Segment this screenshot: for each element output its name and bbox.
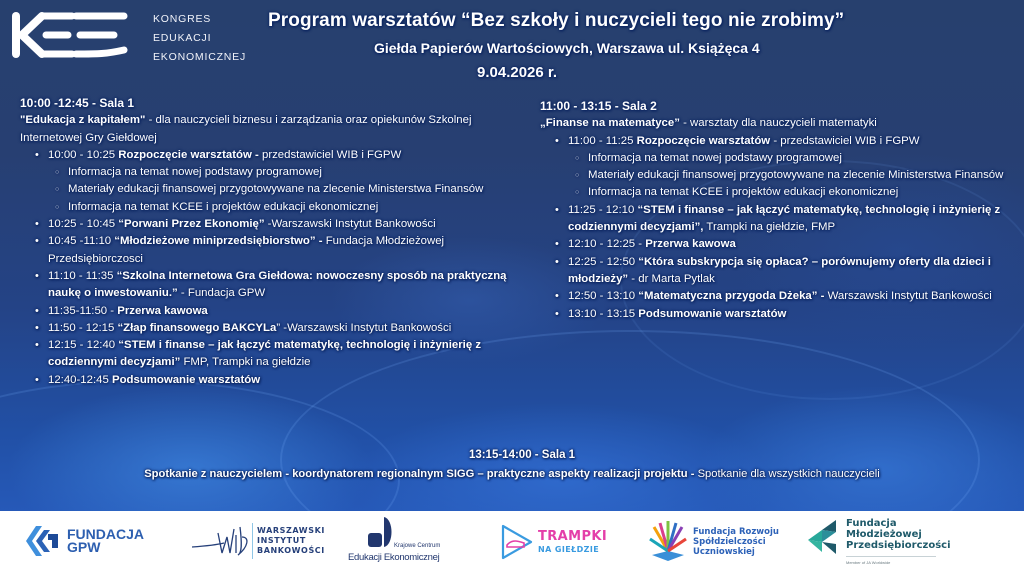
item-title: Rozpoczęcie warsztatów <box>636 134 771 147</box>
item-speaker: - dr Marta Pytlak <box>628 272 715 285</box>
item-time: 11:25 - 12:10 <box>568 203 638 216</box>
item-title: “Szkolna Internetowa Gra Giełdowa: nowoczesny sposób na praktyczną naukę o inwestowaniu.” <box>48 269 507 300</box>
agenda-subitem: ○ Informacja na temat KCEE i projektów edukacji ekonomicznej <box>540 184 1020 201</box>
partner-line: GPW <box>67 539 101 555</box>
item-speaker: Trampki na giełdzie, FMP <box>703 221 836 234</box>
fundacja-gpw-text <box>67 528 144 554</box>
item-title: Podsumowanie warsztatów <box>111 373 261 386</box>
fmp-text <box>846 518 951 565</box>
partner-fundacja-gpw <box>24 524 144 558</box>
agenda-item <box>540 133 1020 150</box>
session-1 <box>20 95 520 389</box>
session-heading: 11:00 - 13:15 - Sala 2 <box>540 99 657 113</box>
session-heading: 10:00 -12:45 - Sala 1 <box>20 96 135 110</box>
item-speaker: ” -Warszawski Instytut Bankowości <box>276 321 452 334</box>
agenda-item <box>20 303 520 320</box>
agenda-subitem: ○ Materiały edukacji finansowej przygotowywane na zlecenie Ministerstwa Finansów <box>20 181 520 198</box>
partner-trampki <box>500 523 607 561</box>
item-time: 12:10 - 12:25 - <box>568 238 646 251</box>
topic-title: "Edukacja z kapitałem" <box>20 114 146 127</box>
topic-desc: - dla nauczycieli biznesu i zarządzania oraz opiekunów Szkolnej Internetowej Gry Giełdowej <box>20 114 472 144</box>
item-time: 10:45 -11:10 <box>48 235 115 248</box>
item-speaker: -Warszawski Instytut Bankowości <box>264 218 436 231</box>
kcee-text-line1: Krajowe Centrum <box>394 543 441 549</box>
fundacja-gpw-logo-icon <box>24 524 62 558</box>
logo-line: KONGRES <box>153 13 212 25</box>
kcee-text-line2: Edukacji Ekonomicznej <box>348 552 440 563</box>
item-time: 12:40-12:45 <box>48 373 112 386</box>
agenda-subitem: ○ Informacja na temat nowej podstawy programowej <box>20 164 520 181</box>
item-time: 12:25 - 12:50 <box>568 255 639 268</box>
closing-description <box>0 468 1024 480</box>
session-topic <box>20 112 520 147</box>
wib-text <box>257 526 325 556</box>
item-title: “Porwani Przez Ekonomię” <box>118 218 265 231</box>
agenda-item <box>540 236 1020 253</box>
item-time: 11:10 - 11:35 <box>48 269 117 282</box>
item-speaker: Warszawski Instytut Bankowości <box>827 290 992 303</box>
partner-line: WARSZAWSKI <box>257 526 325 535</box>
wib-divider <box>252 523 253 559</box>
item-title: “STEM i finanse – jak łączyć matematykę, technologię i inżynierię z codziennymi decyzjami” <box>48 339 482 369</box>
item-speaker: - Fundacja GPW <box>177 287 266 300</box>
item-title: Rozpoczęcie warsztatów - <box>118 148 262 161</box>
kee-logo-icon <box>10 10 130 60</box>
fmp-member-note: Member of JA Worldwide <box>846 556 936 565</box>
item-speaker: - przedstawiciel WIB i FGPW <box>770 134 920 147</box>
agenda-item <box>20 320 520 337</box>
trampki-play-icon <box>500 523 534 561</box>
item-title: “STEM i finanse – jak łączyć matematykę, technologię i inżynierię z codziennymi decyzjami”, <box>568 203 1001 234</box>
item-title: “Która subskrypcja się opłaca? – porównujemy oferty dla dzieci i młodzieży” <box>568 255 991 285</box>
item-title: “Złap finansowego BAKCYLa <box>117 321 277 334</box>
partner-line: INSTYTUT <box>257 536 306 545</box>
page-title: Program warsztatów “Bez szkoły i nuczycieli tego nie zrobimy” <box>268 10 845 31</box>
agenda-item <box>540 202 1020 237</box>
partner-frsu <box>648 519 779 565</box>
agenda-subitem: ○ Informacja na temat nowej podstawy programowej <box>540 150 1020 167</box>
agenda-item <box>20 268 520 303</box>
agenda-item <box>20 233 520 268</box>
item-time: 10:00 - 10:25 <box>48 148 119 161</box>
item-time: 13:10 - 13:15 <box>568 307 639 320</box>
agenda-item <box>540 254 1020 289</box>
partner-line: BANKOWOŚCI <box>257 546 325 555</box>
agenda-subitem: ○ Materiały edukacji finansowej przygotowywane na zlecenie Ministerstwa Finansów <box>540 167 1020 184</box>
partner-kcee <box>348 515 458 573</box>
partner-line: Przedsiębiorczości <box>846 540 951 551</box>
partner-line: TRAMPKI <box>538 528 608 544</box>
closing-title: Spotkanie z nauczycielem - koordynatorem regionalnym SIGG – praktyczne aspekty realizacji projektu - <box>144 468 698 480</box>
item-time: 11:50 - 12:15 <box>48 321 118 334</box>
partner-line: FUNDACJA <box>67 526 144 542</box>
logo-line: EKONOMICZNEJ <box>153 51 247 63</box>
partners-strip <box>0 511 1024 576</box>
partner-line: Młodzieżowej <box>846 529 922 540</box>
item-time: 11:35-11:50 - <box>48 304 118 317</box>
topic-desc: - warsztaty dla nauczycieli matematyki <box>679 117 877 130</box>
item-time: 10:25 - 10:45 <box>48 218 119 231</box>
location: Giełda Papierów Wartościowych, Warszawa ul. Książęca 4 <box>374 40 760 56</box>
kcee-logo-icon <box>364 515 398 549</box>
partner-wib <box>192 523 325 559</box>
session-2 <box>540 98 1020 323</box>
closing-audience: Spotkanie dla wszystkich nauczycieli <box>697 468 880 480</box>
kee-logo-text <box>153 10 246 67</box>
partner-line: Uczniowskiej <box>693 547 755 557</box>
agenda-item <box>20 216 520 233</box>
item-speaker: Fundacja Młodzieżowej Przedsiębiorczosci <box>48 235 445 265</box>
agenda-subitem: ○ Informacja na temat KCEE i projektów edukacji ekonomicznej <box>20 199 520 216</box>
frsu-book-icon <box>648 519 688 565</box>
frsu-text <box>693 527 779 557</box>
fmp-logo-icon <box>806 518 840 554</box>
partner-line: Fundacja Rozwoju <box>693 527 779 537</box>
item-time: 12:15 - 12:40 <box>48 339 119 352</box>
item-title: Podsumowanie warsztatów <box>638 307 787 320</box>
item-title: “Młodzieżowe miniprzedsiębiorstwo” - <box>114 235 326 248</box>
partner-line: Fundacja <box>846 518 897 529</box>
topic-title: „Finanse na matematyce” <box>540 117 680 130</box>
event-date: 9.04.2026 r. <box>477 64 558 81</box>
agenda-item <box>540 288 1020 305</box>
logo-line: EDUKACJI <box>153 32 212 44</box>
item-title: Przerwa kawowa <box>645 238 736 251</box>
item-time: 12:50 - 13:10 <box>568 290 639 303</box>
session-topic <box>540 115 1020 132</box>
item-time: 11:00 - 11:25 <box>568 134 637 147</box>
partner-line: NA GIEŁDZIE <box>538 544 600 554</box>
agenda-item <box>540 306 1020 323</box>
partner-fmp <box>806 518 951 565</box>
wib-signature-icon <box>192 523 250 559</box>
item-title: Przerwa kawowa <box>117 304 208 317</box>
closing-heading: 13:15-14:00 - Sala 1 <box>468 449 576 461</box>
partner-line: Spółdzielczości <box>693 537 766 547</box>
trampki-text <box>538 530 607 555</box>
agenda-item <box>20 372 520 389</box>
agenda-item <box>20 337 520 372</box>
item-title: “Matematyczna przygoda Dżeka” - <box>638 290 828 303</box>
item-speaker: FMP, Trampki na giełdzie <box>180 356 311 369</box>
agenda-item <box>20 147 520 164</box>
item-speaker: przedstawiciel WIB i FGPW <box>261 148 402 161</box>
